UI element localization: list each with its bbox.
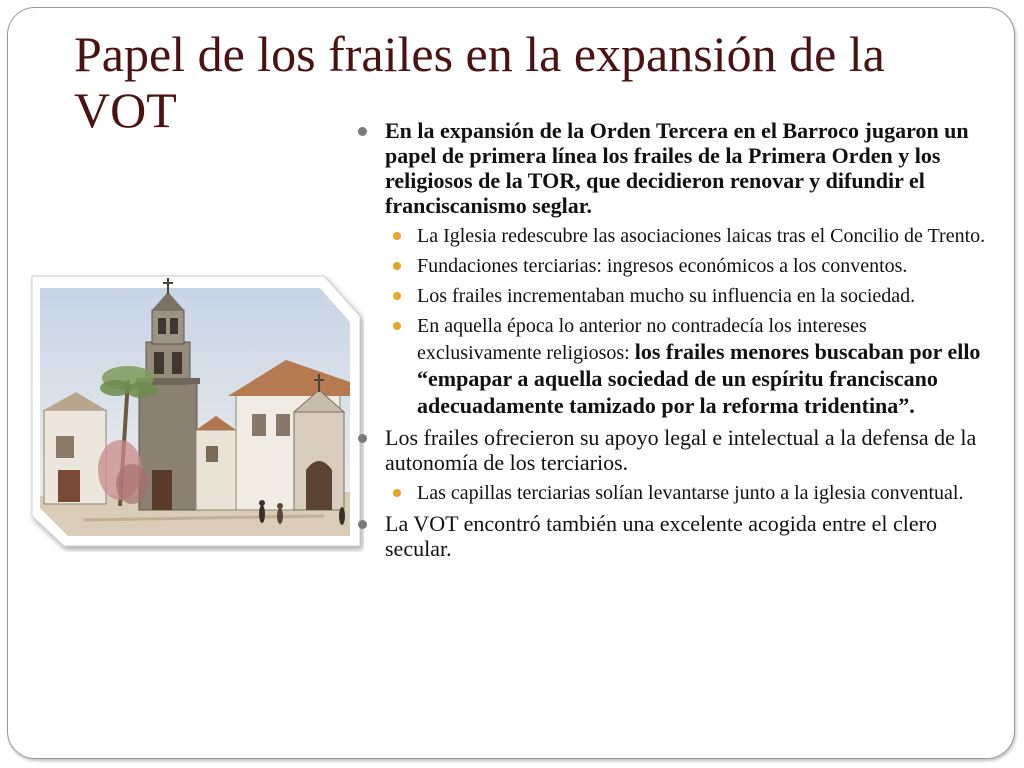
sub-bullet-text: Los frailes incrementaban mucho su influencia en la sociedad. (417, 285, 916, 307)
sub-bullet-item (355, 254, 995, 279)
bullet-marker (358, 127, 367, 136)
bullet-item (355, 511, 995, 561)
church-watercolor-image (24, 270, 364, 552)
sub-bullet-item (355, 224, 995, 249)
bullet-marker (358, 434, 367, 443)
sub-bullet-marker (393, 262, 401, 270)
sub-bullet-item (355, 314, 995, 420)
sub-bullet-item (355, 481, 995, 506)
bullet-item (355, 118, 995, 218)
bullet-text: En la expansión de la Orden Tercera en el Barroco jugaron un papel de primera línea los frailes de la Primera Orden y los religiosos de la TOR, que decidieron renovar y difundir el franciscanismo seglar. (385, 118, 969, 218)
sub-bullet-item (355, 284, 995, 309)
sub-bullet-text: Fundaciones terciarias: ingresos económicos a los conventos. (417, 255, 908, 277)
sub-bullet-text: La Iglesia redescubre las asociaciones laicas tras el Concilio de Trento. (417, 225, 986, 247)
bullet-text: Los frailes ofrecieron su apoyo legal e intelectual a la defensa de la autonomía de los terciarios. (385, 425, 977, 475)
sub-bullet-emphasis: los frailes menores buscaban por ello “empapar a aquella sociedad de un espíritu franciscano adecuadamente tamizado por la reforma tridentina”. (417, 339, 981, 418)
bullet-item (355, 425, 995, 475)
bullet-text: La VOT encontró también una excelente acogida entre el clero secular. (385, 511, 937, 561)
sub-bullet-text: Las capillas terciarias solían levantarse junto a la iglesia conventual. (417, 482, 964, 504)
sub-bullet-text: En aquella época lo anterior no contradecía los intereses exclusivamente religiosos: (417, 315, 867, 364)
sub-bullet-marker (393, 232, 401, 240)
bullet-marker (358, 520, 367, 529)
sub-bullet-marker (393, 489, 401, 497)
slide-title: Papel de los frailes en la expansión de la VOT (74, 26, 885, 138)
sub-bullet-marker (393, 322, 401, 330)
bullet-list (355, 118, 995, 567)
sub-bullet-marker (393, 292, 401, 300)
slide (7, 7, 1015, 759)
